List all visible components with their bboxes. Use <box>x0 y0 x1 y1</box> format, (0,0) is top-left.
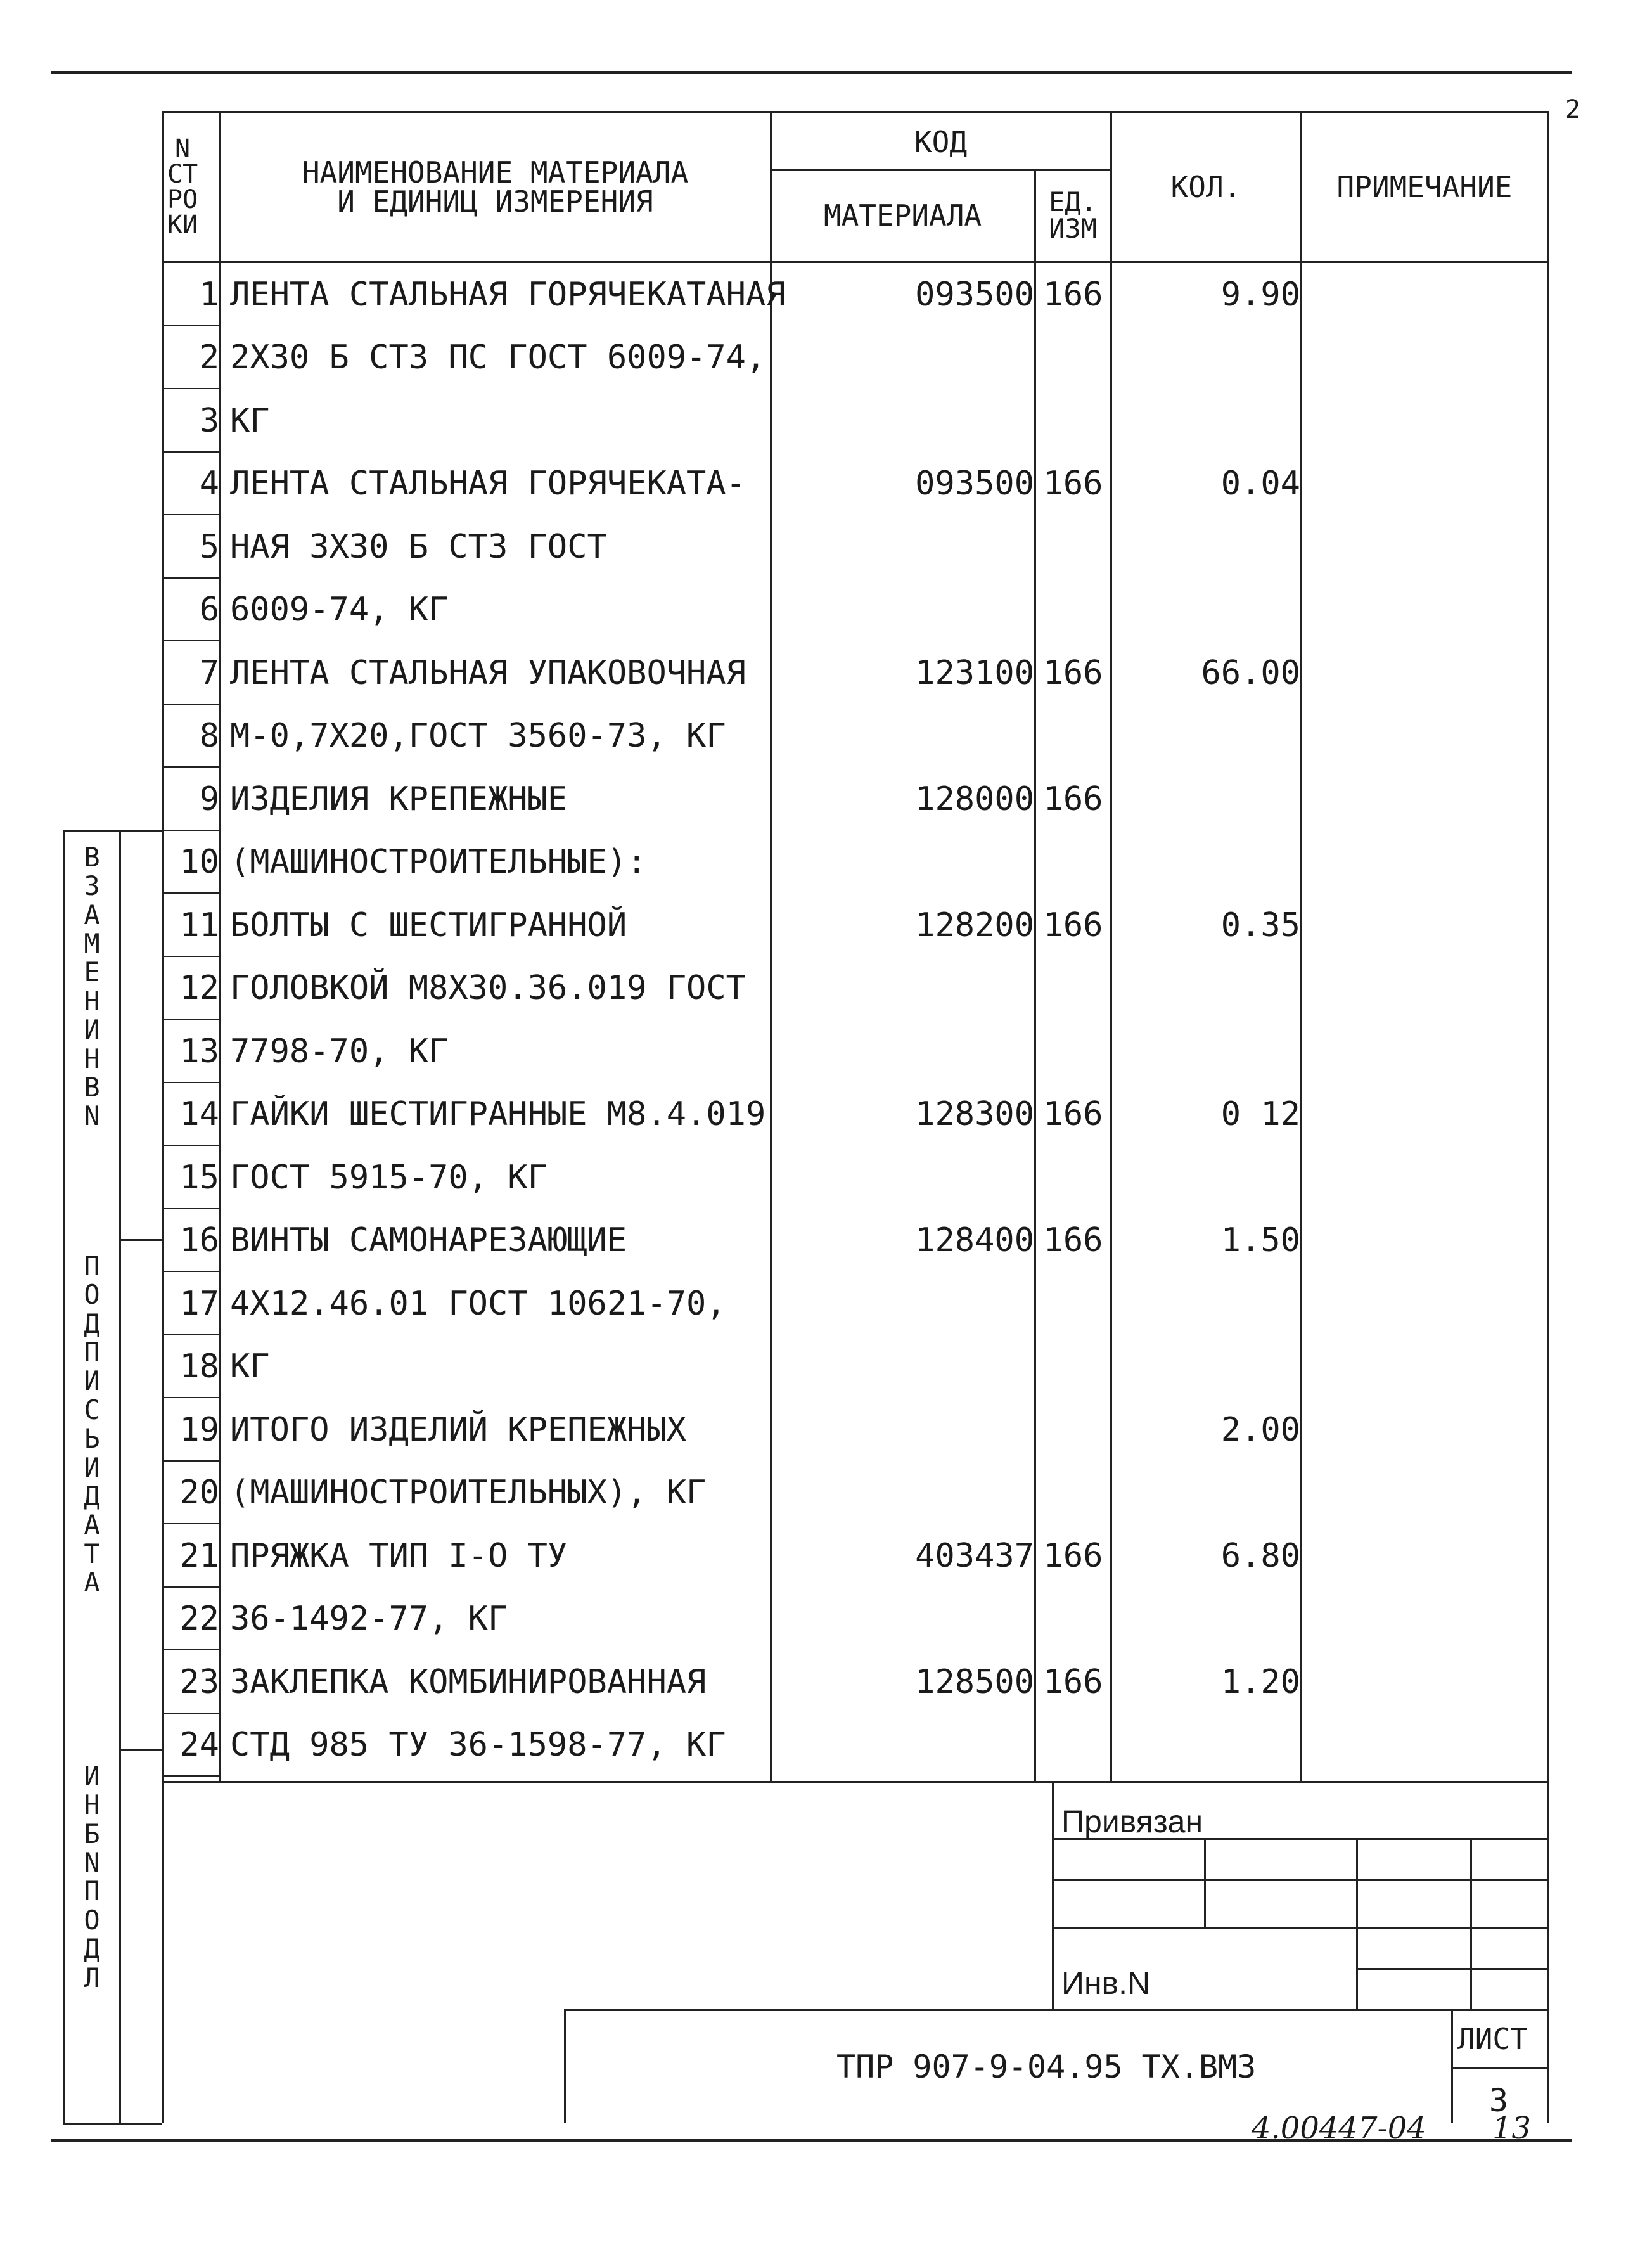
table-border-right <box>1547 111 1549 2123</box>
row-code <box>772 1272 1043 1335</box>
row-number: 4 <box>199 465 219 503</box>
header-code-unit: ЕД. ИЗМ <box>1049 186 1097 244</box>
row-name: 36-1492-77, КГ <box>230 1600 508 1638</box>
row-number: 19 <box>179 1410 219 1449</box>
row-code: 093500 <box>915 465 1034 503</box>
row-code <box>772 957 1043 1020</box>
row-unit <box>1036 831 1110 894</box>
row-name: КГ <box>230 1347 270 1386</box>
row-code <box>772 1020 1043 1083</box>
row-qty <box>1112 1272 1309 1335</box>
row-name: БОЛТЫ С ШЕСТИГРАННОЙ <box>230 906 627 944</box>
row-number: 20 <box>179 1474 219 1512</box>
row-code <box>772 705 1043 768</box>
row-code <box>772 1398 1043 1462</box>
row-code <box>772 1588 1043 1651</box>
header-name: НАИМЕНОВАНИЕ МАТЕРИАЛА И ЕДИНИЦ ИЗМЕРЕНИЯ <box>302 155 689 219</box>
row-qty <box>1112 957 1309 1020</box>
table-border-top <box>162 111 1549 113</box>
margin-label-podpis-data: П О Д П И С Ь И Д А Т А <box>84 1250 100 1598</box>
stamp-inv-n: Инв.N <box>1061 1965 1151 2001</box>
row-qty <box>1112 389 1309 453</box>
row-unit <box>1036 957 1110 1020</box>
stamp-privyazan: Привязан <box>1061 1804 1203 1839</box>
row-unit: 166 <box>1043 1536 1103 1575</box>
row-qty: 66.00 <box>1201 653 1300 692</box>
row-unit <box>1036 1462 1110 1525</box>
row-name: ПРЯЖКА ТИП I-О ТУ <box>230 1536 568 1575</box>
row-name: ИТОГО ИЗДЕЛИЙ КРЕПЕЖНЫХ <box>230 1410 687 1449</box>
stamp-vsplit-3 <box>1470 1838 1472 2009</box>
row-code <box>772 515 1043 579</box>
row-qty: 0 12 <box>1220 1095 1300 1134</box>
row-name: ЛЕНТА СТАЛЬНАЯ ГОРЯЧЕКАТАНАЯ <box>230 275 786 314</box>
stamp-rule-2 <box>1052 1879 1547 1881</box>
row-unit: 166 <box>1043 275 1103 314</box>
row-number: 6 <box>199 591 219 629</box>
row-name: ЗАКЛЕПКА КОМБИНИРОВАННАЯ <box>230 1662 707 1701</box>
row-unit: 166 <box>1043 465 1103 503</box>
row-number: 5 <box>199 527 219 566</box>
row-name: 2Х30 Б СТ3 ПС ГОСТ 6009-74, <box>230 338 766 377</box>
stamp-top-rule <box>162 1781 1549 1783</box>
row-name: ГОЛОВКОЙ М8Х30.36.019 ГОСТ <box>230 969 746 1008</box>
row-name: ВИНТЫ САМОНАРЕЗАЮЩИЕ <box>230 1221 627 1260</box>
stamp-vsplit-2 <box>1356 1838 1358 2009</box>
row-qty <box>1112 1020 1309 1083</box>
header-qty: КОЛ. <box>1170 170 1241 204</box>
row-unit: 166 <box>1043 1221 1103 1260</box>
row-qty: 0.04 <box>1220 465 1300 503</box>
row-number: 9 <box>199 780 219 818</box>
row-code: 403437 <box>915 1536 1034 1575</box>
row-unit <box>1036 1272 1110 1335</box>
stamp-left-rule <box>1052 1781 1054 2009</box>
row-unit <box>1036 1020 1110 1083</box>
header-code: КОД <box>914 124 968 159</box>
row-number: 24 <box>179 1726 219 1765</box>
row-name: 4Х12.46.01 ГОСТ 10621-70, <box>230 1284 726 1323</box>
margin-sep-1 <box>119 1239 162 1241</box>
stamp-rule-inv <box>1356 1968 1547 1970</box>
row-qty <box>1112 1146 1309 1209</box>
row-name: ЛЕНТА СТАЛЬНАЯ УПАКОВОЧНАЯ <box>230 653 746 692</box>
margin-line-inner <box>119 830 121 2123</box>
stamp-sheet-label: ЛИСТ <box>1457 2022 1528 2056</box>
row-number: 23 <box>179 1662 219 1701</box>
row-code <box>772 1714 1043 1777</box>
row-code <box>772 579 1043 642</box>
row-code: 128200 <box>915 906 1034 944</box>
row-code: 128400 <box>915 1221 1034 1260</box>
row-qty <box>1112 515 1309 579</box>
row-unit <box>1036 515 1110 579</box>
row-qty <box>1112 1462 1309 1525</box>
row-number: 14 <box>179 1095 219 1134</box>
row-code <box>772 326 1043 390</box>
row-qty: 1.20 <box>1220 1662 1300 1701</box>
margin-bottom <box>63 2123 162 2125</box>
row-name: СТД 985 ТУ 36-1598-77, КГ <box>230 1726 726 1765</box>
row-qty: 6.80 <box>1220 1536 1300 1575</box>
row-code: 128000 <box>915 780 1034 818</box>
margin-label-vzamen-inv: В З А М Е Н И Н В N <box>84 842 100 1132</box>
row-number: 11 <box>179 906 219 944</box>
top-page-rule <box>51 71 1572 74</box>
row-qty <box>1112 831 1309 894</box>
row-name: ЛЕНТА СТАЛЬНАЯ ГОРЯЧЕКАТА- <box>230 465 746 503</box>
row-qty <box>1112 326 1309 390</box>
stamp-sheet-number: 3 <box>1489 2082 1509 2119</box>
row-number: 2 <box>199 338 219 377</box>
row-name: 6009-74, КГ <box>230 591 449 629</box>
stamp-designation-left <box>564 2009 566 2123</box>
row-name: КГ <box>230 401 270 440</box>
row-number: 8 <box>199 717 219 755</box>
row-unit <box>1036 1146 1110 1209</box>
row-name: (МАШИНОСТРОИТЕЛЬНЫХ), КГ <box>230 1474 707 1512</box>
row-number: 12 <box>179 969 219 1008</box>
row-name: ГОСТ 5915-70, КГ <box>230 1158 547 1197</box>
row-unit: 166 <box>1043 906 1103 944</box>
row-unit <box>1036 1588 1110 1651</box>
row-unit <box>1036 389 1110 453</box>
row-qty <box>1112 1714 1309 1777</box>
row-code <box>772 389 1043 453</box>
row-number: 7 <box>199 653 219 692</box>
row-code: 128500 <box>915 1662 1034 1701</box>
row-number: 17 <box>179 1284 219 1323</box>
row-number: 18 <box>179 1347 219 1386</box>
stamp-rule-4 <box>564 2009 1547 2011</box>
row-qty <box>1112 1588 1309 1651</box>
row-name: ИЗДЕЛИЯ КРЕПЕЖНЫЕ <box>230 780 568 818</box>
margin-label-inv-podl: И Н Б N П О Д Л <box>84 1761 100 1993</box>
row-unit <box>1036 1335 1110 1399</box>
row-number: 3 <box>199 401 219 440</box>
row-qty <box>1112 705 1309 768</box>
row-name: 7798-70, КГ <box>230 1032 449 1070</box>
corner-mark: 2 <box>1565 95 1581 124</box>
stamp-rule-3 <box>1052 1927 1547 1929</box>
row-code <box>772 831 1043 894</box>
row-name: ГАЙКИ ШЕСТИГРАННЫЕ М8.4.019 <box>230 1095 766 1134</box>
row-number: 1 <box>199 275 219 314</box>
row-qty <box>1112 579 1309 642</box>
row-name: (МАШИНОСТРОИТЕЛЬНЫЕ): <box>230 843 647 882</box>
row-unit: 166 <box>1043 780 1103 818</box>
margin-sep-2 <box>119 1749 162 1751</box>
row-number: 16 <box>179 1221 219 1260</box>
row-unit <box>1036 1714 1110 1777</box>
row-number: 15 <box>179 1158 219 1197</box>
row-unit <box>1036 579 1110 642</box>
row-name: М-0,7Х20,ГОСТ 3560-73, КГ <box>230 717 726 755</box>
row-number: 21 <box>179 1536 219 1575</box>
header-code-material: МАТЕРИАЛА <box>823 198 982 233</box>
row-name: НАЯ 3Х30 Б СТ3 ГОСТ <box>230 527 607 566</box>
handwritten-archive-number: 4.00447-04 <box>1252 2111 1426 2146</box>
stamp-designation: ТПР 907-9-04.95 ТХ.ВМ3 <box>836 2048 1257 2085</box>
row-unit: 166 <box>1043 653 1103 692</box>
row-number: 13 <box>179 1032 219 1070</box>
row-code: 093500 <box>915 275 1034 314</box>
row-code: 128300 <box>915 1095 1034 1134</box>
row-qty: 2.00 <box>1220 1410 1300 1449</box>
header-row-number: N СТ РО КИ <box>167 134 198 240</box>
row-code <box>772 1146 1043 1209</box>
row-unit <box>1036 1398 1110 1462</box>
stamp-sheet-split <box>1451 2067 1547 2069</box>
row-unit <box>1036 705 1110 768</box>
row-code <box>772 1462 1043 1525</box>
row-qty <box>1112 768 1309 831</box>
handwritten-page-number: 13 <box>1492 2111 1532 2146</box>
row-unit: 166 <box>1043 1095 1103 1134</box>
row-code <box>772 1335 1043 1399</box>
row-unit: 166 <box>1043 1662 1103 1701</box>
row-qty: 0.35 <box>1220 906 1300 944</box>
row-number: 22 <box>179 1600 219 1638</box>
stamp-vsplit-1 <box>1204 1838 1206 1927</box>
row-unit <box>1036 326 1110 390</box>
stamp-sheet-left <box>1451 2009 1453 2123</box>
row-number: 10 <box>179 843 219 882</box>
row-code: 123100 <box>915 653 1034 692</box>
row-number-tick <box>164 1775 219 1777</box>
margin-top <box>63 830 162 832</box>
header-note: ПРИМЕЧАНИЕ <box>1336 170 1513 204</box>
row-qty <box>1112 1335 1309 1399</box>
row-qty: 9.90 <box>1220 275 1300 314</box>
row-qty: 1.50 <box>1220 1221 1300 1260</box>
